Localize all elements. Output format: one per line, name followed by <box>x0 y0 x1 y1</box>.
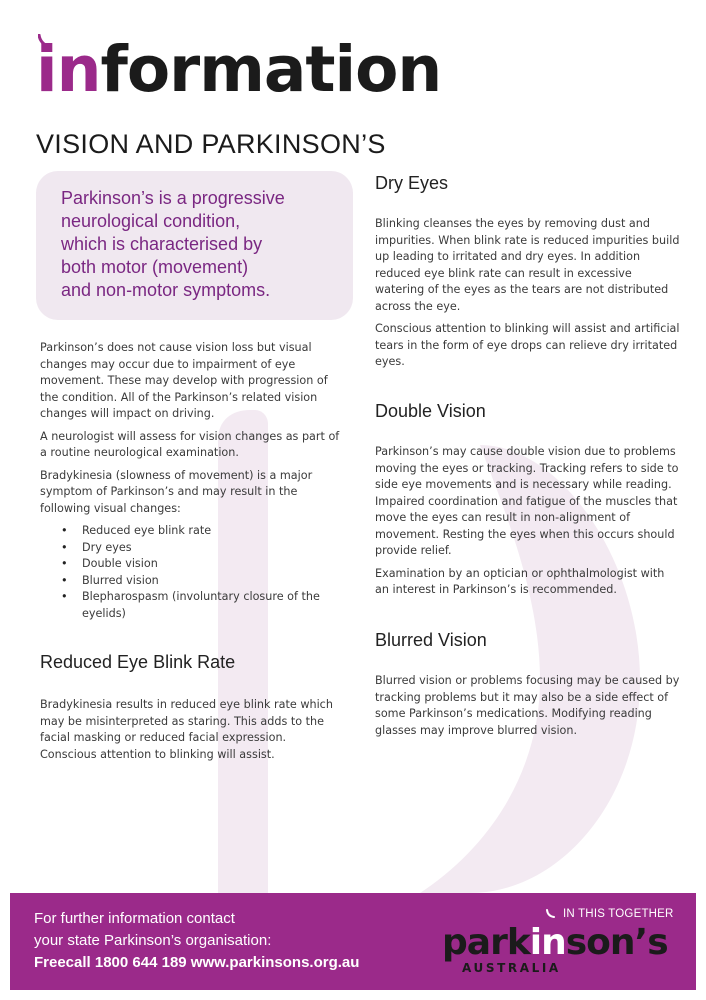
section-heading-double-vision: Double Vision <box>375 401 486 421</box>
visual-changes-list <box>40 523 345 622</box>
dry-eyes-body <box>375 216 680 377</box>
intro-paragraph: Parkinson’s does not cause vision loss but visual changes may occur due to impairment of eye movement. These may develop with progression of the condition. All of the Parkinson’s related vision changes will impact on driving. <box>40 341 328 420</box>
callout-text: Parkinson’s is a progressive neurological condition, which is characterised by both motor (movement) and non-motor symptoms. <box>61 188 285 300</box>
footer-contact-line: Freecall 1800 644 189 www.parkinsons.org.au <box>34 954 360 971</box>
wordmark-text: information <box>36 33 442 106</box>
list-item: • Blepharospasm (involuntary closure of the eyelids) <box>82 589 345 622</box>
intro-paragraph: Bradykinesia (slowness of movement) is a major symptom of Parkinson’s and may result in the following visual changes: <box>40 468 313 515</box>
section-paragraph: Bradykinesia results in reduced eye blink rate which may be misinterpreted as staring. This adds to the facial masking or reduced facial expression. Conscious attention to blinking will assist. <box>40 698 333 761</box>
logo-accent-mark <box>546 909 555 918</box>
intro-paragraph: A neurologist will assess for vision changes as part of a routine neurological examination. <box>40 429 340 459</box>
logo-wordmark: parkinson’s <box>442 922 668 963</box>
blurred-vision-body <box>375 673 680 745</box>
footer-contact-text <box>34 908 359 974</box>
section-heading-dry-eyes: Dry Eyes <box>375 173 449 193</box>
section-paragraph: Blinking cleanses the eyes by removing dust and impurities. When blink rate is reduced impurities build up leading to irritated and dry eyes. In addition reduced eye blink rate can result in excessive watering of the eyes as the tears are not distributed across the eye. <box>375 217 680 313</box>
intro-callout-box <box>36 171 353 320</box>
double-vision-body <box>375 444 680 605</box>
footer-banner <box>10 893 696 990</box>
section-paragraph: Conscious attention to blinking will assist and artificial tears in the form of eye drops can relieve dry irritated eyes. <box>375 322 680 368</box>
page-title: VISION AND PARKINSON’S <box>36 129 386 159</box>
list-item: • Double vision <box>82 556 345 573</box>
list-item: • Blurred vision <box>82 573 345 590</box>
section-paragraph: Blurred vision or problems focusing may be caused by tracking problems but it may also be a side effect of some Parkinson’s medications. Modifying reading glasses may improve blurred vision. <box>375 674 680 737</box>
footer-line: your state Parkinson’s organisation: <box>34 932 272 949</box>
list-item: • Reduced eye blink rate <box>82 523 345 540</box>
list-item: • Dry eyes <box>82 540 345 557</box>
section-paragraph: Parkinson’s may cause double vision due to problems moving the eyes or tracking. Tracking refers to side to side eye movements and is necessary while reading. Impaired coordination and fatigue of the muscles that move the eyes can result in non-alignment of movement. Resting the eyes when this occurs should provide relief. <box>375 445 679 557</box>
logo-subtitle: AUSTRALIA <box>462 961 561 975</box>
parkinsons-australia-logo <box>442 905 682 985</box>
section-heading-blurred-vision: Blurred Vision <box>375 630 487 650</box>
footer-line: For further information contact <box>34 910 235 927</box>
section-heading-reduced-blink: Reduced Eye Blink Rate <box>40 652 236 672</box>
information-wordmark <box>36 34 456 114</box>
section-paragraph: Examination by an optician or ophthalmologist with an interest in Parkinson’s is recommended. <box>375 566 665 596</box>
left-column <box>40 340 345 769</box>
logo-tagline: IN THIS TOGETHER <box>563 908 674 920</box>
